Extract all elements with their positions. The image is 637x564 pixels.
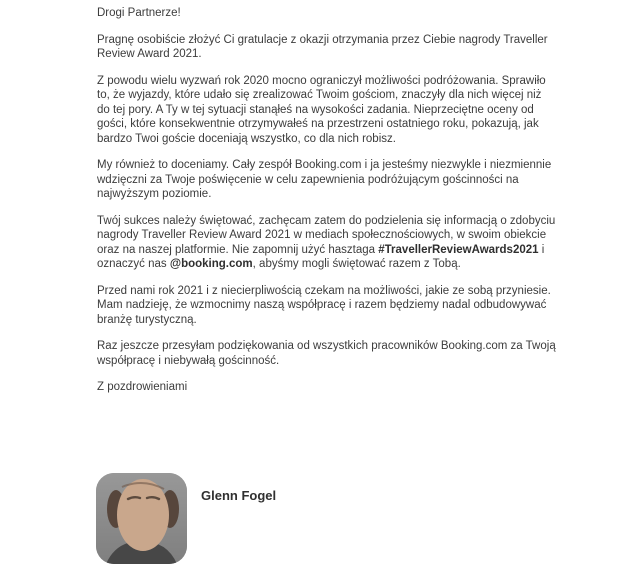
letter-paragraph bbox=[97, 380, 557, 395]
letter-paragraph bbox=[97, 6, 557, 21]
text-segment: My również to doceniamy. Cały zespół Booking.com i ja jesteśmy niezwykle i niezmiennie wdzięczni za Twoje poświęcenie w celu zapewnienia podróżującym gościnności na najwyższym poziomie. bbox=[97, 159, 552, 200]
text-segment: Raz jeszcze przesyłam podziękowania od wszystkich pracowników Booking.com za Twoją współpracę i niebywałą gościnność. bbox=[97, 340, 556, 367]
portrait-photo-icon bbox=[96, 473, 187, 564]
letter-paragraph bbox=[97, 74, 557, 147]
letter-paragraph bbox=[97, 158, 557, 202]
signature-name: Glenn Fogel bbox=[201, 488, 277, 503]
text-segment: , abyśmy mogli świętować razem z Tobą. bbox=[252, 258, 461, 270]
letter-paragraph bbox=[97, 284, 557, 328]
text-segment: Z pozdrowieniami bbox=[97, 381, 188, 393]
text-segment: i oznaczyć nas bbox=[97, 243, 545, 270]
text-segment: Pragnę osobiście złożyć Ci gratulacje z okazji otrzymania przez Ciebie nagrody Traveller Review Award 2021. bbox=[97, 33, 548, 60]
text-segment: Twój sukces należy świętować, zachęcam zatem do podzielenia się informacją o zdobyciu nagrody Traveller Review Award 2021 w mediach społecznościowych, w swoim obiekcie oraz na naszej platformie. Nie zapomnij użyć hasztaga bbox=[97, 214, 556, 256]
bold-text-segment: @booking.com bbox=[169, 258, 253, 270]
bold-text-segment: #TravellerReviewAwards2021 bbox=[378, 243, 539, 256]
text-segment: Przed nami rok 2021 i z niecierpliwością czekam na możliwości, jakie ze sobą przyniesie. Mam nadzieję, że wzmocnimy naszą współpracę i razem będziemy nadal odbudowywać branżę turystyczną. bbox=[97, 284, 551, 326]
text-segment: Drogi Partnerze! bbox=[97, 7, 181, 19]
letter-paragraph bbox=[97, 214, 557, 272]
letter-paragraph bbox=[97, 33, 557, 62]
signature-block bbox=[96, 473, 276, 564]
letter-body bbox=[97, 6, 557, 407]
letter-paragraph bbox=[97, 339, 557, 368]
avatar bbox=[96, 473, 187, 564]
text-segment: Z powodu wielu wyzwań rok 2020 mocno ograniczył możliwości podróżowania. Sprawiło to, że wyjazdy, które udało się zrealizować Twoim gościom, znaczyły dla nich więcej niż do tej pory. A Ty w tej sytuacji stanąłeś na wysokości zadania. Nieprzeciętne oceny od gości, które konsekwentnie otrzymywałeś na przestrzeni ostatniego roku, pokazują, jak bardzo Twoi goście doceniają wszystko, co dla nich robisz. bbox=[97, 74, 546, 145]
